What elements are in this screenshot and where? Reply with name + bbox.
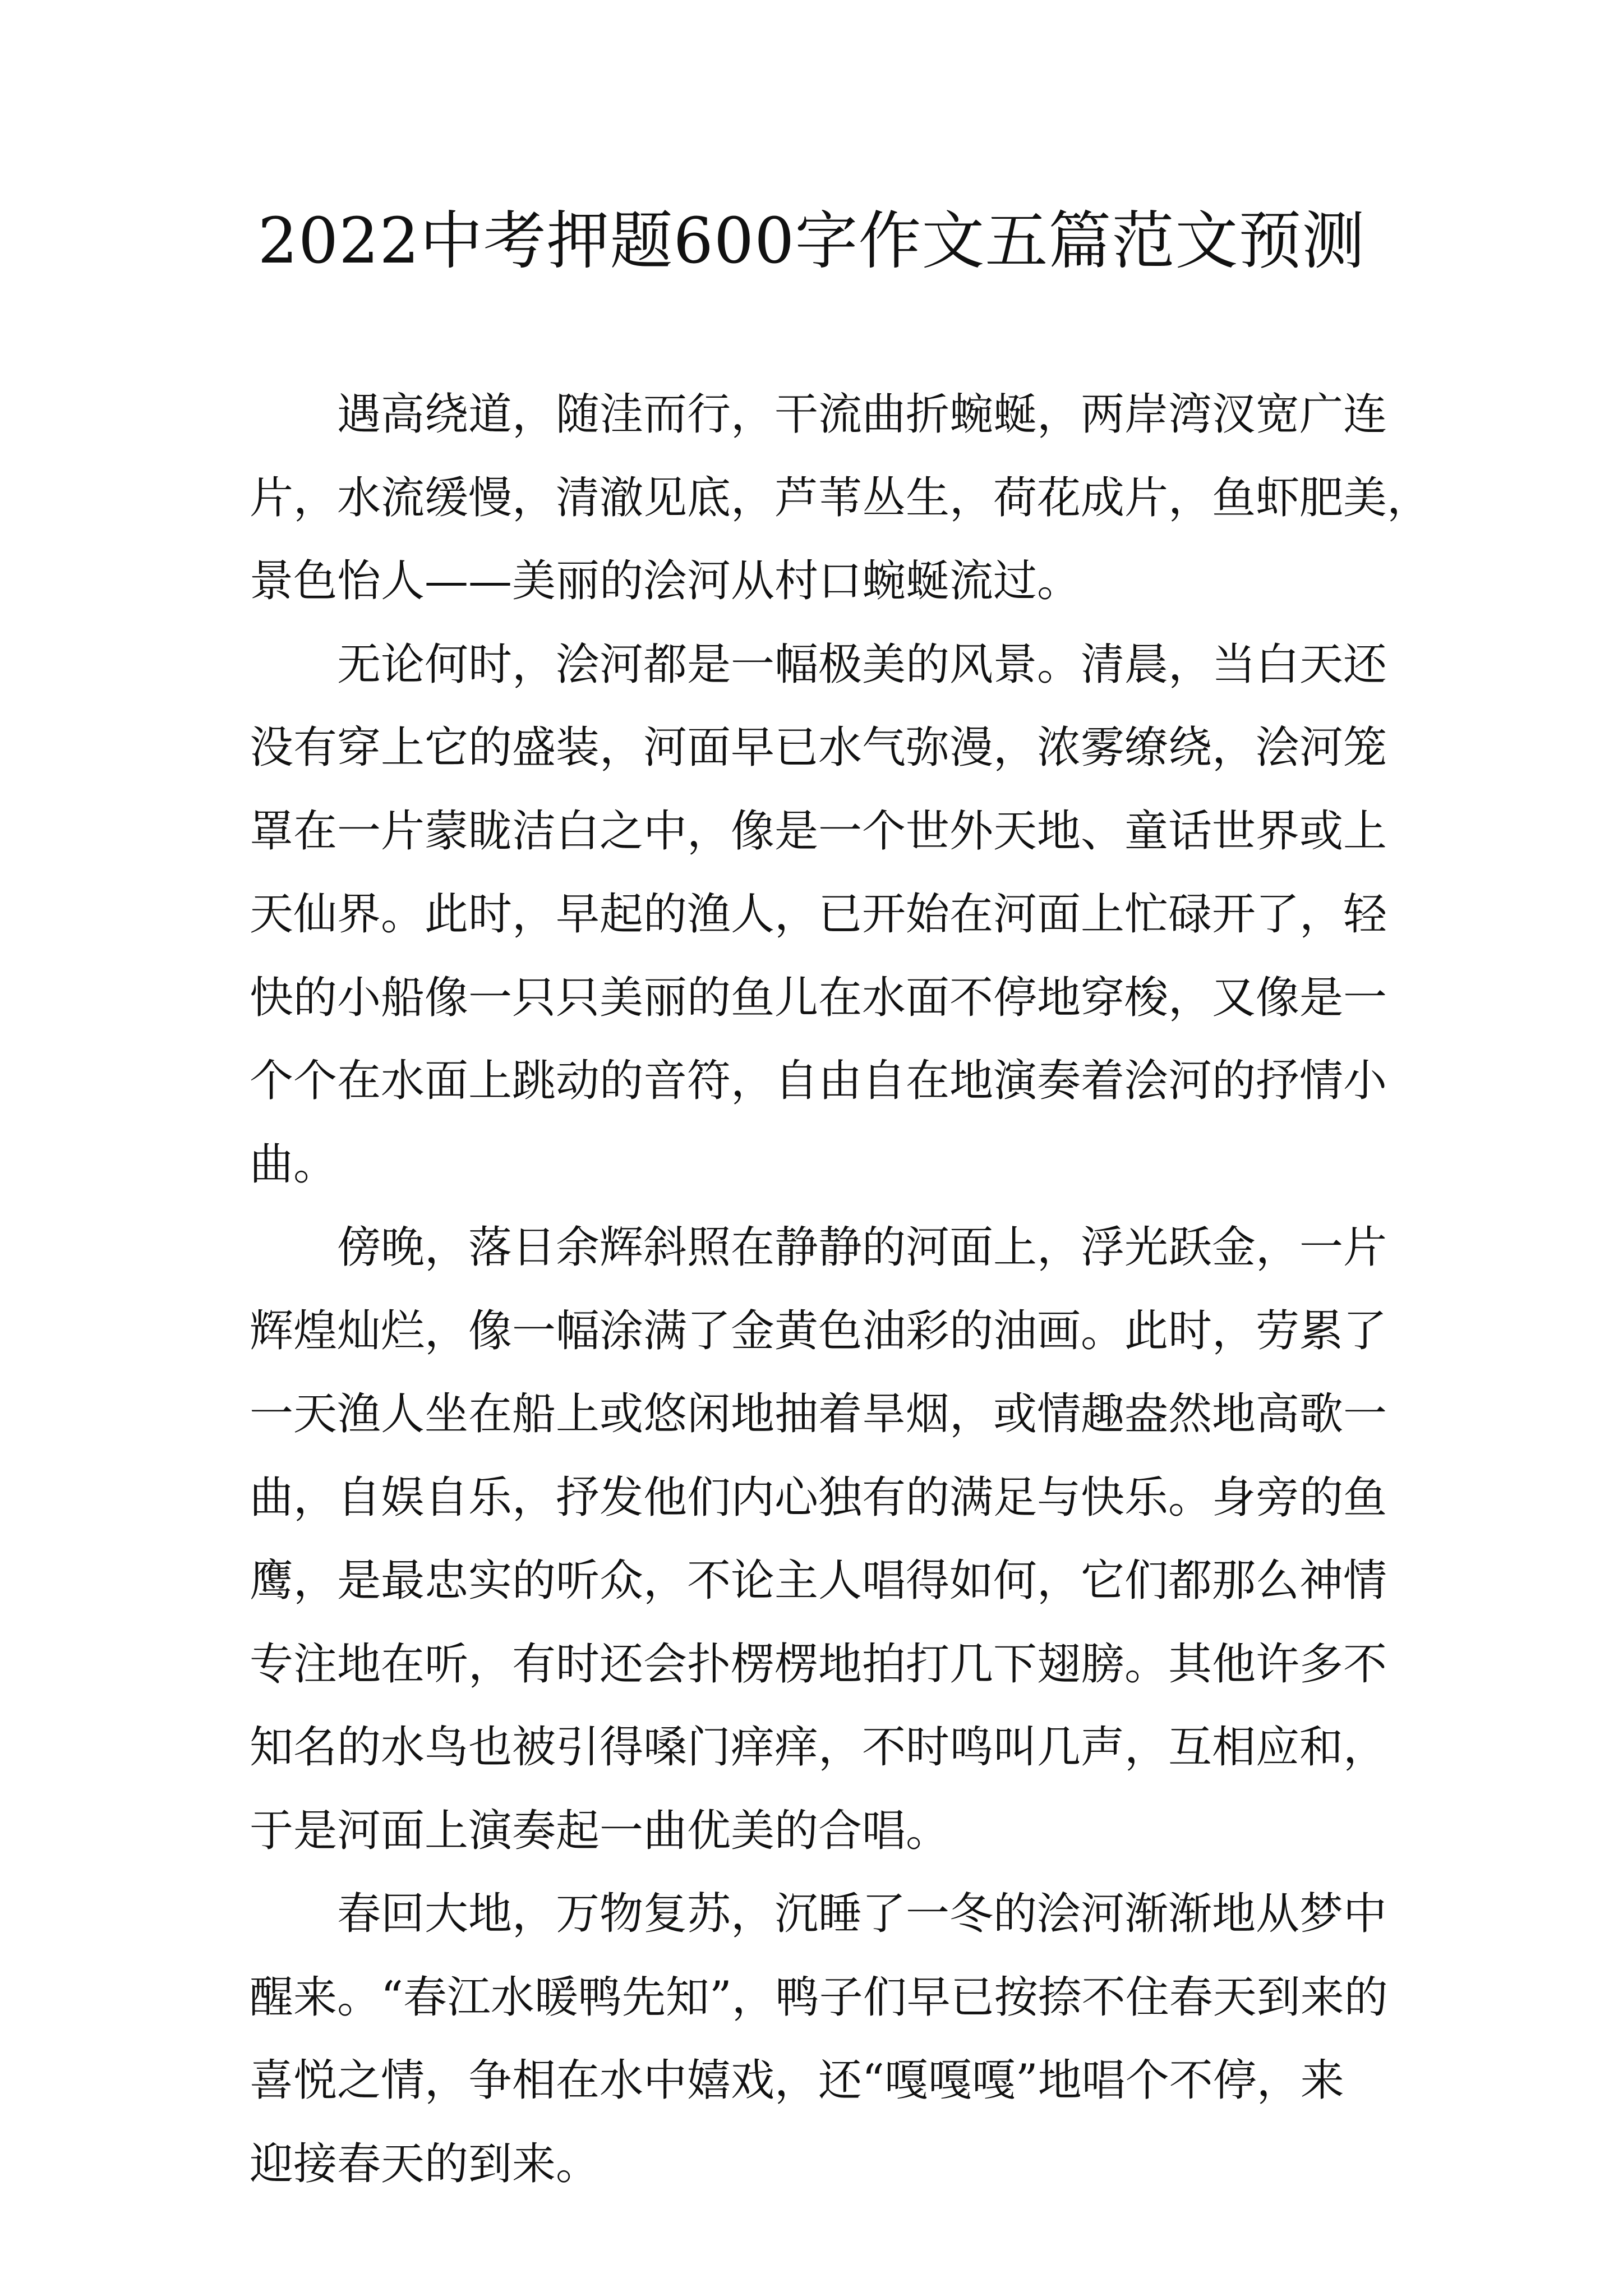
text-line: 曲。 <box>250 1139 338 1190</box>
document-title: 2022中考押题600字作文五篇范文预测 <box>257 205 1366 278</box>
text-line: 没有穿上它的盛装，河面早已水气弥漫，浓雾缭绕，浍河笼 <box>250 723 1387 773</box>
text-line: 一天渔人坐在船上或悠闲地抽着旱烟，或情趣盎然地高歌一 <box>250 1389 1387 1439</box>
paragraph-2 <box>250 623 1396 1207</box>
text-line: 快的小船像一只只美丽的鱼儿在水面不停地穿梭，又像是一 <box>250 972 1387 1023</box>
text-line: 片，水流缓慢，清澈见底，芦苇丛生，荷花成片，鱼虾肥美， <box>250 472 1431 523</box>
paragraph-3 <box>250 1206 1396 1872</box>
text-line: 喜悦之情，争相在水中嬉戏，还“嘎嘎嘎”地唱个不停，来 <box>250 2055 1344 2106</box>
text-line: 春回大地，万物复苏，沉睡了一冬的浍河渐渐地从梦中 <box>337 1889 1387 1939</box>
text-line: 于是河面上演奏起一曲优美的合唱。 <box>250 1805 950 1856</box>
text-line: 鹰，是最忠实的听众，不论主人唱得如何，它们都那么神情 <box>250 1556 1387 1606</box>
text-line: 景色怡人——美丽的浍河从村口蜿蜒流过。 <box>250 556 1081 606</box>
text-line: 遇高绕道，随洼而行，干流曲折蜿蜒，两岸湾汊宽广连 <box>337 389 1387 440</box>
paragraph-1 <box>250 373 1431 623</box>
document-body <box>250 373 1431 2206</box>
text-line: 罩在一片蒙眬洁白之中，像是一个世外天地、童话世界或上 <box>250 806 1387 857</box>
text-line: 个个在水面上跳动的音符，自由自在地演奏着浍河的抒情小 <box>250 1056 1387 1106</box>
text-line: 专注地在听，有时还会扑楞楞地拍打几下翅膀。其他许多不 <box>250 1639 1387 1690</box>
text-line: 天仙界。此时，早起的渔人，已开始在河面上忙碌开了，轻 <box>250 889 1387 940</box>
text-line: 辉煌灿烂，像一幅涂满了金黄色油彩的油画。此时，劳累了 <box>250 1305 1387 1356</box>
text-line: 迎接春天的到来。 <box>250 2138 600 2189</box>
text-line: 知名的水鸟也被引得嗓门痒痒，不时鸣叫几声，互相应和， <box>250 1722 1387 1773</box>
paragraph-4 <box>250 1872 1396 2206</box>
text-line: 曲，自娱自乐，抒发他们内心独有的满足与快乐。身旁的鱼 <box>250 1472 1387 1523</box>
text-line: 无论何时，浍河都是一幅极美的风景。清晨，当白天还 <box>337 639 1387 690</box>
text-line: 傍晚，落日余辉斜照在静静的河面上，浮光跃金，一片 <box>337 1222 1387 1273</box>
text-line: 醒来。“春江水暖鸭先知”，鸭子们早已按捺不住春天到来的 <box>250 1972 1388 2023</box>
